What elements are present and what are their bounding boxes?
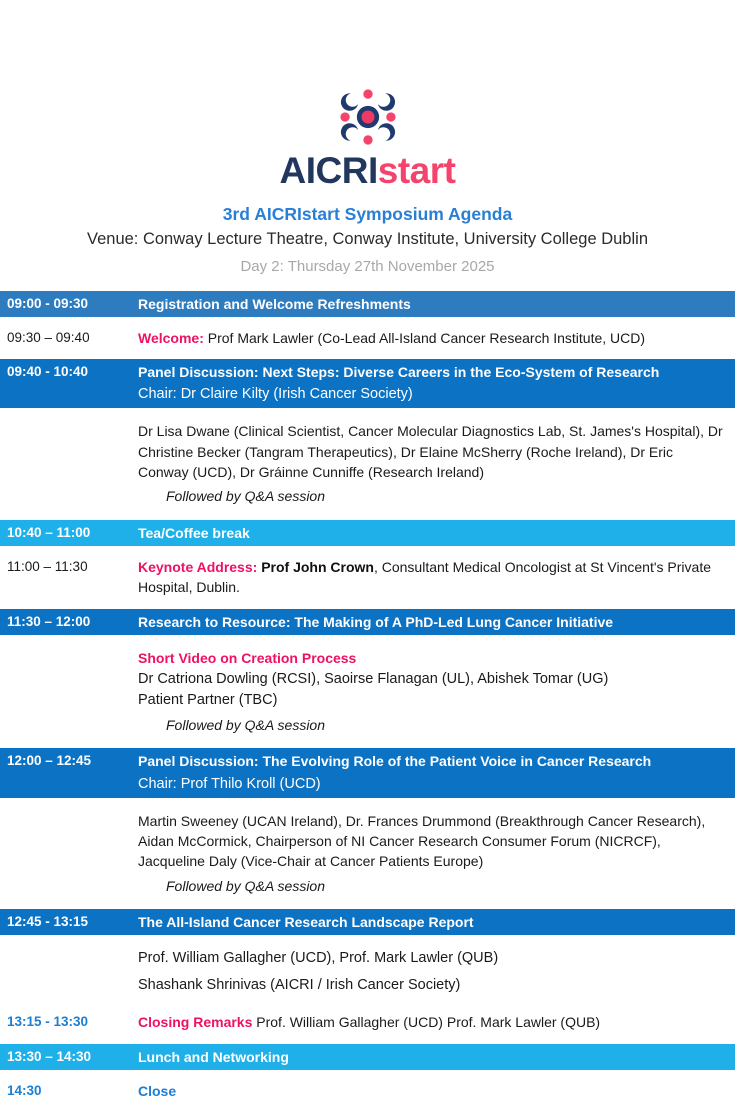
agenda-row xyxy=(0,1044,735,1070)
row-spacer xyxy=(0,512,735,520)
agenda-row-body xyxy=(138,1009,735,1035)
agenda-row-body xyxy=(138,609,735,635)
agenda-row xyxy=(0,291,735,317)
row-spacer xyxy=(0,740,735,748)
agenda-row-line: Shashank Shrinivas (AICRI / Irish Cancer Society) xyxy=(138,977,461,994)
agenda-row-qa: Followed by Q&A session xyxy=(166,488,325,505)
row-spacer xyxy=(0,798,735,806)
agenda-row-body xyxy=(138,554,735,601)
agenda-row-title: Close xyxy=(138,1082,177,1099)
agenda-row xyxy=(0,520,735,546)
agenda-row-chair: Chair: Dr Claire Kilty (Irish Cancer Society) xyxy=(138,386,413,403)
agenda-row-title: Registration and Welcome Refreshments xyxy=(138,295,411,312)
agenda-row xyxy=(0,609,735,635)
row-spacer xyxy=(0,635,735,643)
row-spacer xyxy=(0,901,735,909)
agenda-row xyxy=(0,643,735,741)
agenda-row-title: Lunch and Networking xyxy=(138,1048,289,1065)
agenda-row-line: Patient Partner (TBC) xyxy=(138,692,278,709)
agenda-row-title: Panel Discussion: Next Steps: Diverse Careers in the Eco-System of Research xyxy=(138,364,660,381)
agenda-row-subheading: Short Video on Creation Process xyxy=(138,649,357,666)
agenda-row-body xyxy=(138,806,735,901)
agenda-row-time: 10:40 – 11:00 xyxy=(7,524,91,540)
agenda-row-time: 13:30 – 14:30 xyxy=(7,1048,92,1064)
agenda-row-time: 11:30 – 12:00 xyxy=(7,613,91,629)
agenda-row-title: Panel Discussion: The Evolving Role of the Patient Voice in Cancer Research xyxy=(138,753,652,770)
agenda-row xyxy=(0,1009,735,1035)
agenda-row-title: Tea/Coffee break xyxy=(138,524,250,541)
agenda-row-time xyxy=(0,806,138,812)
agenda-row-time: 13:15 - 13:30 xyxy=(7,1014,89,1030)
agenda-row-time xyxy=(0,643,138,649)
logo-wordmark xyxy=(280,152,456,189)
agenda-row-line: Prof. William Gallagher (UCD), Prof. Mark Lawler (QUB) xyxy=(138,950,499,967)
agenda-row-lead: Keynote Address: xyxy=(138,558,262,575)
row-spacer xyxy=(0,601,735,609)
venue-line: Venue: Conway Lecture Theatre, Conway Institute, University College Dublin xyxy=(87,229,648,248)
agenda-row-body xyxy=(138,1078,735,1104)
logo-block xyxy=(0,0,735,189)
row-spacer xyxy=(0,317,735,325)
agenda-row xyxy=(0,748,735,797)
logo-wordmark-primary: AICRI xyxy=(279,150,378,191)
agenda-row-chair: Chair: Prof Thilo Kroll (UCD) xyxy=(138,775,321,792)
agenda-row-body xyxy=(138,943,735,1001)
agenda-row-time: 09:30 – 09:40 xyxy=(7,329,90,345)
agenda-row xyxy=(0,1078,735,1104)
agenda-row-text: , Consultant Medical Oncologist at St Vincent's Private Hospital, Dublin. xyxy=(138,558,711,596)
agenda-row-time: 12:00 – 12:45 xyxy=(7,753,92,769)
agenda-row-body xyxy=(138,1044,735,1070)
header-block xyxy=(0,203,735,277)
agenda-row-body xyxy=(138,909,735,935)
agenda-row xyxy=(0,325,735,351)
row-spacer xyxy=(0,935,735,943)
agenda-row-body xyxy=(138,359,735,408)
agenda-row-lead: Closing Remarks xyxy=(138,1014,253,1031)
row-spacer xyxy=(0,546,735,554)
agenda-row-time: 12:45 - 13:15 xyxy=(7,913,89,929)
agenda-row-body xyxy=(138,291,735,317)
row-spacer xyxy=(0,1036,735,1044)
row-spacer xyxy=(0,351,735,359)
agenda-row-body xyxy=(138,748,735,797)
agenda-row xyxy=(0,359,735,408)
agenda-row-time: 09:40 - 10:40 xyxy=(7,364,89,380)
agenda-row-body xyxy=(138,325,735,351)
row-spacer xyxy=(0,1001,735,1009)
agenda-row xyxy=(0,909,735,935)
agenda-row-detail: Martin Sweeney (UCAN Ireland), Dr. Frances Drummond (Breakthrough Cancer Research), Aidan McCormick, Chairperson of NI Cancer Research Consumer Forum (NICRCF), Jacqueline Daly (Vice-Chair at Cancer Patients Europe) xyxy=(138,812,706,870)
agenda-row-title: Research to Resource: The Making of A PhD-Led Lung Cancer Initiative xyxy=(138,613,614,630)
page-title: 3rd AICRIstart Symposium Agenda xyxy=(222,204,513,224)
agenda-row-qa: Followed by Q&A session xyxy=(166,877,325,894)
day-line: Day 2: Thursday 27th November 2025 xyxy=(240,258,495,276)
agenda-row xyxy=(0,554,735,601)
agenda-row-time: 09:00 - 09:30 xyxy=(7,295,89,311)
agenda-row-time: 14:30 xyxy=(7,1082,42,1098)
agenda-table xyxy=(0,291,735,1104)
agenda-row-text: Prof. William Gallagher (UCD) Prof. Mark Lawler (QUB) xyxy=(252,1014,601,1031)
logo-wordmark-secondary: start xyxy=(377,150,456,191)
agenda-row-body xyxy=(138,643,735,741)
agenda-row-detail: Dr Lisa Dwane (Clinical Scientist, Cancer Molecular Diagnostics Lab, St. James's Hospital), Dr Christine Becker (Tangram Therapeutics), Dr Elaine McSherry (Roche Ireland), Dr Eric Conway (UCD), Dr Gráinne Cunniffe (Research Ireland) xyxy=(138,423,723,481)
agenda-row-title: The All-Island Cancer Research Landscape Report xyxy=(138,913,474,930)
agenda-row-body xyxy=(138,416,735,511)
agenda-row-time: 11:00 – 11:30 xyxy=(7,558,88,574)
aicristart-mandala-icon xyxy=(337,86,399,148)
agenda-row xyxy=(0,806,735,901)
agenda-row-body xyxy=(138,520,735,546)
agenda-row-lead: Welcome: xyxy=(138,329,204,346)
row-spacer xyxy=(0,408,735,416)
agenda-row-time xyxy=(0,416,138,422)
agenda-row xyxy=(0,943,735,1001)
row-spacer xyxy=(0,1070,735,1078)
agenda-row-time xyxy=(0,943,138,949)
agenda-row-qa: Followed by Q&A session xyxy=(166,717,325,734)
agenda-row-line: Dr Catriona Dowling (RCSI), Saoirse Flanagan (UL), Abishek Tomar (UG) xyxy=(138,671,609,688)
agenda-row xyxy=(0,416,735,511)
agenda-row-speaker: Prof John Crown xyxy=(261,558,374,575)
agenda-row-text: Prof Mark Lawler (Co-Lead All-Island Cancer Research Institute, UCD) xyxy=(203,329,646,346)
